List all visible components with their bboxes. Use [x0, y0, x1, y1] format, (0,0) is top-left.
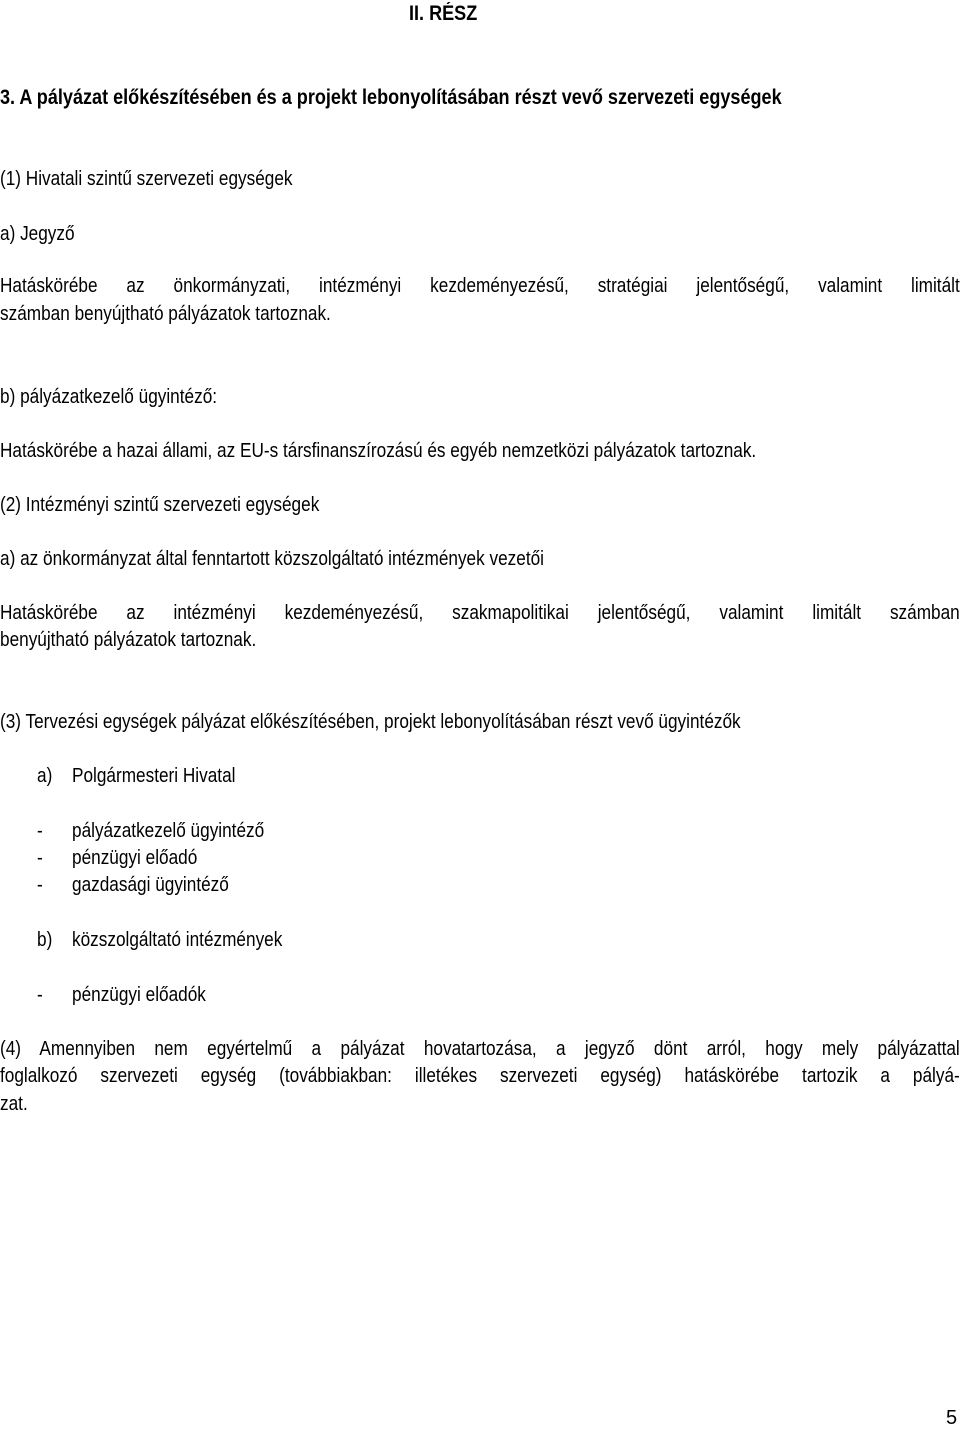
- list-dash: -: [37, 820, 43, 842]
- subsection-2-item-a-label: a) az önkormányzat által fenntartott közszolgáltató intézmények vezetői: [0, 548, 545, 570]
- section-title-text: A pályázat előkészítésében és a projekt lebonyolításában részt vevő szervezeti egységek: [19, 86, 782, 109]
- subsection-3-item-b-letter: b): [37, 929, 53, 951]
- subsection-2-heading: (2) Intézményi szintű szervezeti egységek: [0, 494, 320, 516]
- subsection-1-item-a-text-line1: Hatáskörébe az önkormányzati, intézményi kezdeményezésű, stratégiai jelentőségű, valamint limitált: [0, 275, 960, 297]
- subsection-4-text-line1: (4) Amennyiben nem egyértelmű a pályázat hovatartozása, a jegyző dönt arról, hogy mely pályázattal: [0, 1038, 960, 1060]
- page-number: 5: [946, 1407, 958, 1429]
- section-title: [0, 84, 782, 111]
- subsection-1-item-a-text-line2: számban benyújtható pályázatok tartoznak.: [0, 303, 331, 325]
- subsection-1-item-a-label: a) Jegyző: [0, 223, 75, 245]
- subsection-3-heading: (3) Tervezési egységek pályázat előkészítésében, projekt lebonyolításában részt vevő ügyintézők: [0, 711, 741, 733]
- subsection-3-item-b-text: közszolgáltató intézmények: [72, 929, 283, 951]
- list-item: pályázatkezelő ügyintéző: [72, 820, 265, 842]
- section-number: 3.: [0, 86, 16, 109]
- subsection-1-heading: (1) Hivatali szintű szervezeti egységek: [0, 168, 293, 190]
- list-dash: -: [37, 874, 43, 896]
- part-title: II. RÉSZ: [409, 2, 478, 25]
- subsection-2-item-a-text-line2: benyújtható pályázatok tartoznak.: [0, 629, 257, 651]
- subsection-2-item-a-text-line1: Hatáskörébe az intézményi kezdeményezésű, szakmapolitikai jelentőségű, valamint limitált számban: [0, 602, 960, 624]
- list-item: pénzügyi előadó: [72, 847, 198, 869]
- subsection-4-text-line2: foglalkozó szervezeti egység (továbbiakban: illetékes szervezeti egység) hatáskörébe tartozik a pályá-: [0, 1065, 960, 1087]
- list-dash: -: [37, 984, 43, 1006]
- list-item: gazdasági ügyintéző: [72, 874, 229, 896]
- subsection-3-item-a-letter: a): [37, 765, 53, 787]
- subsection-3-item-a-text: Polgármesteri Hivatal: [72, 765, 236, 787]
- list-item: pénzügyi előadók: [72, 984, 206, 1006]
- subsection-1-item-b-label: b) pályázatkezelő ügyintéző:: [0, 386, 218, 408]
- subsection-4-text-line3: zat.: [0, 1093, 28, 1115]
- subsection-1-item-b-text: Hatáskörébe a hazai állami, az EU-s társfinanszírozású és egyéb nemzetközi pályázatok tartoznak.: [0, 440, 757, 462]
- list-dash: -: [37, 847, 43, 869]
